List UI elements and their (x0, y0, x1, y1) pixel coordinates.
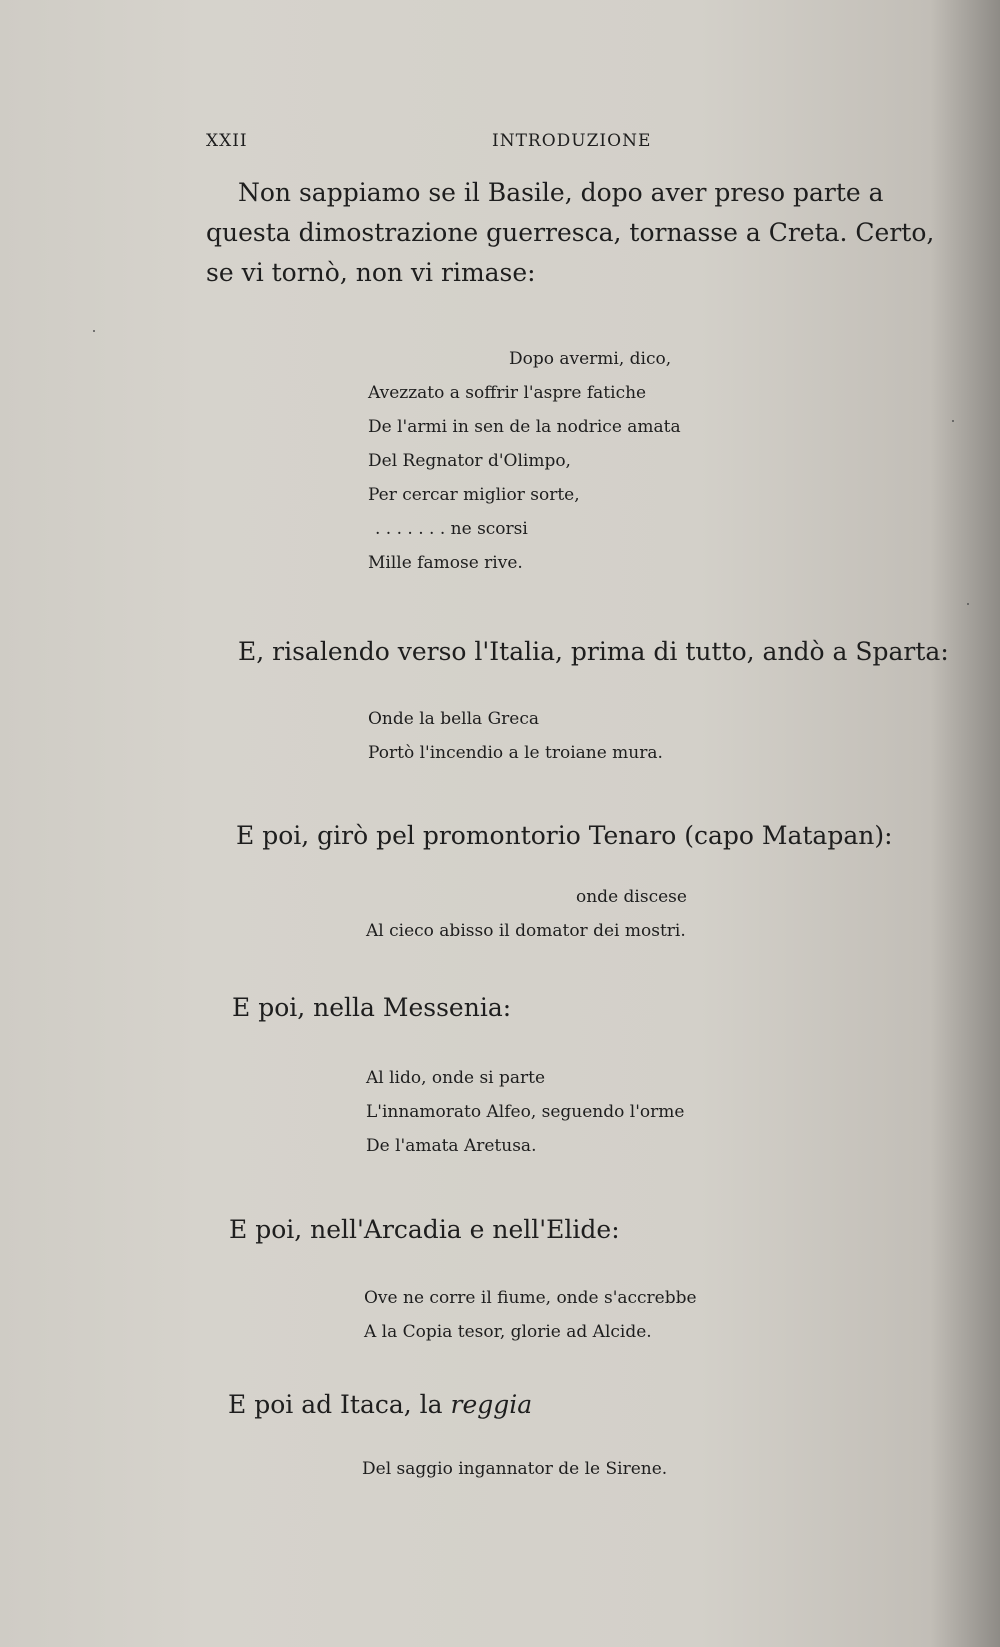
verse-line: Portò l'incendio a le troiane mura. (368, 743, 663, 763)
verse-line: Ove ne corre il fiume, onde s'accrebbe (364, 1288, 697, 1308)
verse-line: L'innamorato Alfeo, seguendo l'orme (366, 1102, 685, 1122)
verse-line: Dopo avermi, dico, (509, 349, 672, 369)
verse-block-1 (368, 342, 681, 580)
paragraph-1 (206, 173, 934, 293)
text-line: E poi, nella Messenia: (232, 993, 512, 1022)
verse-line: A la Copia tesor, glorie ad Alcide. (364, 1322, 652, 1342)
verse-block-4 (366, 1061, 684, 1163)
paragraph-3 (236, 816, 893, 856)
verse-line: Per cercar miglior sorte, (368, 485, 580, 505)
verse-line: Del Regnator d'Olimpo, (368, 451, 571, 471)
speck (952, 420, 954, 422)
verse-line: Del saggio ingannator de le Sirene. (362, 1459, 668, 1479)
verse-line: De l'armi in sen de la nodrice amata (368, 417, 681, 437)
text-line: E, risalendo verso l'Italia, prima di tutto, andò a Sparta: (238, 637, 949, 666)
text-run: E poi ad Itaca, la (228, 1390, 443, 1419)
page-header (206, 131, 686, 161)
page-number: XXII (206, 131, 248, 151)
verse-line: onde discese (576, 887, 687, 907)
running-title: INTRODUZIONE (492, 131, 652, 151)
verse-line: . . . . . . . ne scorsi (375, 519, 528, 539)
text-line: se vi tornò, non vi rimase: (206, 258, 536, 287)
text-line: questa dimostrazione guerresca, tornasse a Creta. Certo, (206, 218, 935, 247)
paragraph-6 (228, 1385, 532, 1425)
verse-line: Onde la bella Greca (368, 709, 539, 729)
verse-block-3 (366, 880, 687, 948)
text-line: E poi, girò pel promontorio Tenaro (capo Matapan): (236, 821, 893, 850)
verse-line: Mille famose rive. (368, 553, 523, 573)
paragraph-5 (229, 1210, 620, 1250)
verse-block-2 (368, 702, 663, 770)
speck (93, 330, 95, 332)
italic-word: reggia (450, 1390, 533, 1419)
speck (967, 603, 969, 605)
text-line (228, 1385, 532, 1425)
verse-line: De l'amata Aretusa. (366, 1136, 537, 1156)
verse-line: Avezzato a soffrir l'aspre fatiche (368, 383, 647, 403)
text-line: E poi, nell'Arcadia e nell'Elide: (229, 1215, 620, 1244)
verse-block-5 (364, 1281, 697, 1349)
text-line: Non sappiamo se il Basile, dopo aver preso parte a (238, 178, 884, 207)
verse-line: Al cieco abisso il domator dei mostri. (366, 921, 686, 941)
paragraph-4 (232, 988, 511, 1028)
paragraph-2 (238, 632, 949, 672)
verse-block-6 (362, 1452, 667, 1486)
verse-line: Al lido, onde si parte (366, 1068, 546, 1088)
